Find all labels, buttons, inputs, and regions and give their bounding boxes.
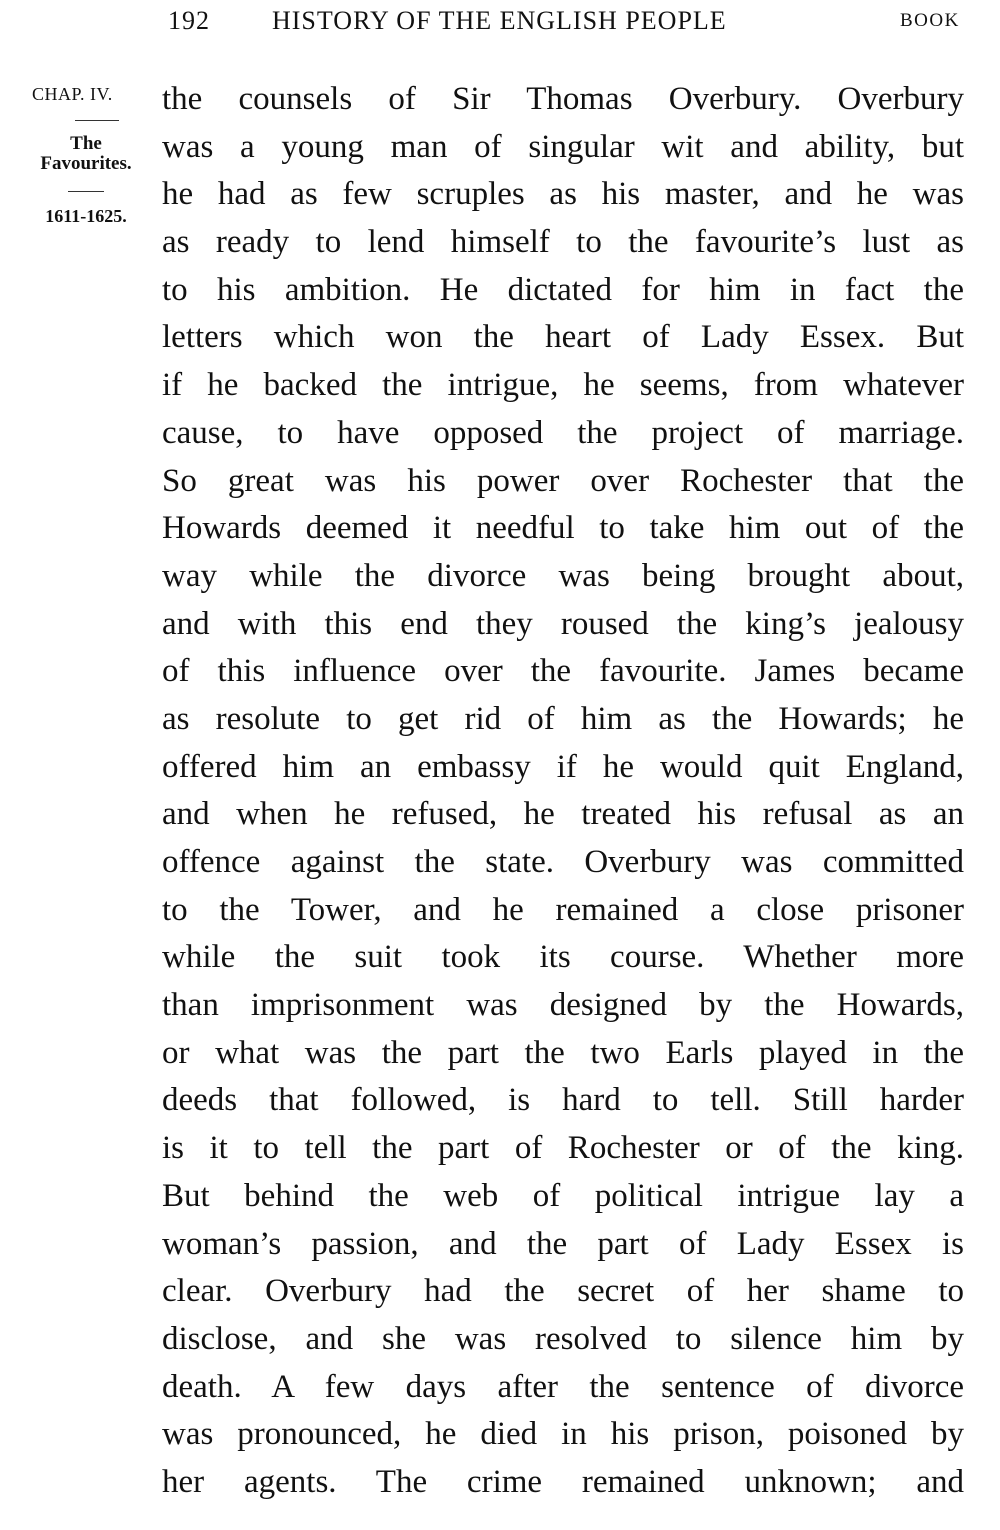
text-line: was pronounced, he died in his prison, poisoned by [162,1416,964,1453]
chapter-label: CHAP. IV. [32,84,113,104]
text-line: as resolute to get rid of him as the Howards; he [162,700,964,737]
text-line: is it to tell the part of Rochester or of the king. [162,1130,964,1167]
text-line: her agents. The crime remained unknown; and [162,1463,964,1500]
book-title: HISTORY OF THE ENGLISH PEOPLE [272,6,727,35]
text-line: clear. Overbury had the secret of her shame to [162,1273,964,1310]
margin-topic-line-1: The [70,133,102,154]
text-line: death. A few days after the sentence of divorce [162,1368,964,1405]
book-label: BOOK [900,10,960,31]
text-line: and with this end they roused the king’s jealousy [162,605,964,642]
margin-topic [18,134,154,174]
text-line: as ready to lend himself to the favourite’s lust as [162,224,964,261]
text-line: So great was his power over Rochester that the [162,462,964,499]
margin-dates: 1611-1625. [45,206,127,226]
page-number: 192 [168,6,210,35]
margin-topic-line-2: Favourites. [40,153,132,174]
text-line: But behind the web of political intrigue lay a [162,1177,964,1214]
text-line: he had as few scruples as his master, and he was [162,176,964,213]
text-line: disclose, and she was resolved to silence him by [162,1320,964,1357]
text-line: woman’s passion, and the part of Lady Essex is [162,1225,964,1262]
text-line: was a young man of singular wit and ability, but [162,128,964,165]
text-line: way while the divorce was being brought about, [162,557,964,594]
body-text [162,76,964,1507]
text-line: to his ambition. He dictated for him in fact the [162,271,964,308]
text-line: and when he refused, he treated his refusal as an [162,796,964,833]
text-line: than imprisonment was designed by the Howards, [162,987,964,1024]
text-line: while the suit took its course. Whether more [162,939,964,976]
text-line: cause, to have opposed the project of marriage. [162,414,964,451]
text-line: offered him an embassy if he would quit England, [162,748,964,785]
text-line: the counsels of Sir Thomas Overbury. Overbury [162,81,964,117]
text-line: or what was the part the two Earls played in the [162,1034,964,1071]
text-line: letters which won the heart of Lady Essex. But [162,319,964,356]
text-line: offence against the state. Overbury was committed [162,844,964,880]
text-line: if he backed the intrigue, he seems, from whatever [162,367,964,404]
margin-rule [75,120,119,121]
text-line: deeds that followed, is hard to tell. Still harder [162,1082,964,1119]
text-line: to the Tower, and he remained a close prisoner [162,891,964,928]
text-line: Howards deemed it needful to take him out of the [162,510,964,547]
running-head [0,6,1000,40]
margin-rule [68,191,104,192]
text-line: of this influence over the favourite. James became [162,653,964,690]
